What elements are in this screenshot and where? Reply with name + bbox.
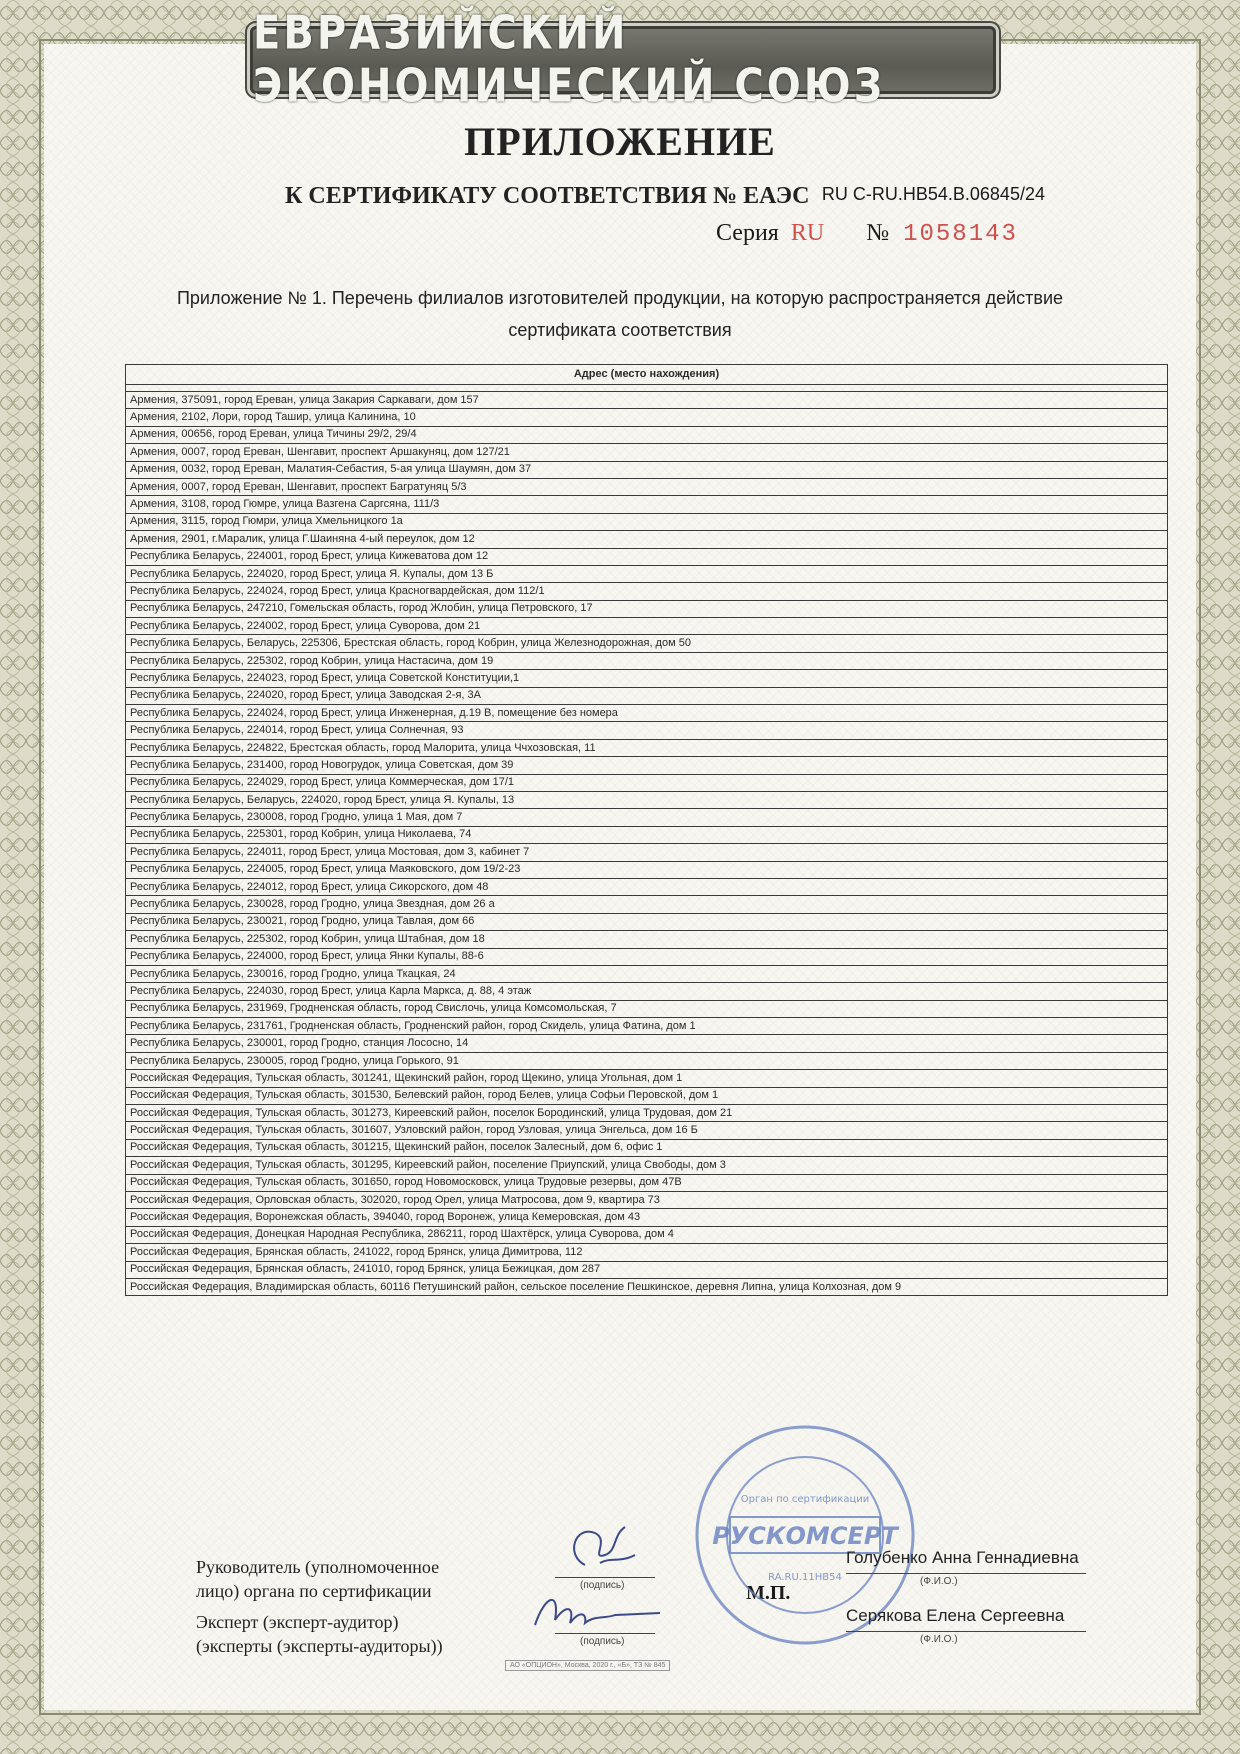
form-number-label: № (866, 220, 890, 246)
address-cell: Российская Федерация, Тульская область, 301650, город Новомосковск, улица Трудовые резервы, дом 47В (126, 1174, 1168, 1191)
address-cell: Республика Беларусь, 225301, город Кобрин, улица Николаева, 74 (126, 826, 1168, 843)
table-row (126, 670, 1168, 687)
expert-signature (525, 1585, 665, 1635)
table-row (126, 1018, 1168, 1035)
expert-signature-caption: (подпись) (580, 1636, 625, 1647)
table-row (126, 931, 1168, 948)
address-cell: Армения, 375091, город Ереван, улица Закария Саркаваги, дом 157 (126, 392, 1168, 409)
address-cell: Республика Беларусь, 224000, город Брест, улица Янки Купалы, 88-6 (126, 948, 1168, 965)
expert-name: Серякова Елена Сергеевна (846, 1606, 1065, 1625)
address-cell: Российская Федерация, Воронежская область, 394040, город Воронеж, улица Кемеровская, дом 43 (126, 1209, 1168, 1226)
table-row (126, 1139, 1168, 1156)
table-row (126, 409, 1168, 426)
table-row (126, 739, 1168, 756)
address-cell: Республика Беларусь, 224020, город Брест, улица Заводская 2-я, 3А (126, 687, 1168, 704)
table-row (126, 809, 1168, 826)
table-row (126, 826, 1168, 843)
form-number: 1058143 (903, 221, 1018, 248)
head-signatory-label (196, 1555, 439, 1603)
table-row (126, 392, 1168, 409)
address-cell: Республика Беларусь, 225302, город Кобрин, улица Настасича, дом 19 (126, 652, 1168, 669)
address-cell: Республика Беларусь, Беларусь, 224020, город Брест, улица Я. Купалы, 13 (126, 791, 1168, 808)
head-signature-line (555, 1577, 655, 1578)
head-label-line-1: Руководитель (уполномоченное (196, 1557, 440, 1577)
table-row (126, 565, 1168, 582)
address-cell: Республика Беларусь, 224023, город Брест, улица Советской Конституции,1 (126, 670, 1168, 687)
table-row (126, 1261, 1168, 1278)
seal-place-label: М.П. (746, 1582, 791, 1604)
address-cell: Республика Беларусь, 224822, Брестская область, город Малорита, улица Ччхозовская, 11 (126, 739, 1168, 756)
table-row (126, 1035, 1168, 1052)
address-cell: Республика Беларусь, 224030, город Брест, улица Карла Маркса, д. 88, 4 этаж (126, 983, 1168, 1000)
table-row (126, 878, 1168, 895)
head-label-line-2: лицо) органа по сертификации (196, 1581, 432, 1601)
certificate-caption: К СЕРТИФИКАТУ СООТВЕТСТВИЯ № ЕАЭС (285, 183, 810, 209)
table-gap-cell (126, 385, 1168, 392)
table-row (126, 1157, 1168, 1174)
table-row (126, 722, 1168, 739)
head-name: Голубенко Анна Геннадиевна (846, 1548, 1079, 1567)
appendix-subtitle: Приложение № 1. Перечень филиалов изготовителей продукции, на которую распространяется действие сертификата соответствия (176, 288, 1064, 340)
address-cell: Российская Федерация, Тульская область, 301607, Узловский район, город Узловая, улица Энгельса, дом 16 Б (126, 1122, 1168, 1139)
table-row (126, 983, 1168, 1000)
expert-signatory-label (196, 1610, 443, 1658)
address-cell: Республика Беларусь, 224024, город Брест, улица Красногвардейская, дом 112/1 (126, 583, 1168, 600)
series-value: RU (790, 220, 825, 246)
expert-label-line-1: Эксперт (эксперт-аудитор) (196, 1612, 399, 1632)
address-cell: Республика Беларусь, 224002, город Брест, улица Суворова, дом 21 (126, 618, 1168, 635)
table-row (126, 531, 1168, 548)
address-cell: Российская Федерация, Тульская область, 301273, Киреевский район, поселок Бородинский, улица Трудовая, дом 21 (126, 1105, 1168, 1122)
address-cell: Армения, 3108, город Гюмре, улица Вазгена Саргсяна, 111/3 (126, 496, 1168, 513)
table-row (126, 513, 1168, 530)
table-row (126, 1070, 1168, 1087)
address-cell: Российская Федерация, Донецкая Народная Республика, 286211, город Шахтёрск, улица Суворова, дом 4 (126, 1226, 1168, 1243)
address-cell: Республика Беларусь, 224014, город Брест, улица Солнечная, 93 (126, 722, 1168, 739)
table-row (126, 478, 1168, 495)
head-fio-caption: (Ф.И.О.) (920, 1576, 958, 1587)
address-cell: Армения, 0007, город Ереван, Шенгавит, проспект Багратуняц 5/3 (126, 478, 1168, 495)
expert-label-line-2: (эксперты (эксперты-аудиторы)) (196, 1636, 443, 1656)
table-row (126, 913, 1168, 930)
table-row (126, 705, 1168, 722)
address-cell: Российская Федерация, Тульская область, 301241, Щекинский район, город Щекино, улица Угольная, дом 1 (126, 1070, 1168, 1087)
table-row (126, 1087, 1168, 1104)
address-cell: Республика Беларусь, 224011, город Брест, улица Мостовая, дом 3, кабинет 7 (126, 844, 1168, 861)
table-row (126, 1278, 1168, 1295)
table-row (126, 757, 1168, 774)
banner-text: ЕВРАЗИЙСКИЙ ЭКОНОМИЧЕСКИЙ СОЮЗ (253, 7, 886, 113)
address-cell: Республика Беларусь, 224005, город Брест, улица Маяковского, дом 19/2-23 (126, 861, 1168, 878)
form-series-line (716, 220, 1018, 248)
document-title: ПРИЛОЖЕНИЕ (464, 119, 776, 164)
address-cell: Армения, 0007, город Ереван, Шенгавит, проспект Аршакуняц, дом 127/21 (126, 444, 1168, 461)
table-row (126, 774, 1168, 791)
table-row (126, 635, 1168, 652)
table-row (126, 791, 1168, 808)
table-row (126, 444, 1168, 461)
address-cell: Армения, 2102, Лори, город Ташир, улица Калинина, 10 (126, 409, 1168, 426)
table-row (126, 1122, 1168, 1139)
address-cell: Республика Беларусь, 225302, город Кобрин, улица Штабная, дом 18 (126, 931, 1168, 948)
address-cell: Армения, 0032, город Ереван, Малатия-Себастия, 5-ая улица Шаумян, дом 37 (126, 461, 1168, 478)
series-label: Серия (716, 220, 779, 246)
certificate-number: RU C-RU.НВ54.В.06845/24 (821, 184, 1045, 204)
branch-address-table (125, 364, 1168, 1296)
address-cell: Российская Федерация, Брянская область, 241010, город Брянск, улица Бежицкая, дом 287 (126, 1261, 1168, 1278)
address-column-header: Адрес (место нахождения) (126, 365, 1168, 385)
table-row (126, 896, 1168, 913)
table-header-gap (126, 385, 1168, 392)
address-cell: Республика Беларусь, 230008, город Гродно, улица 1 Мая, дом 7 (126, 809, 1168, 826)
head-signature (555, 1515, 645, 1579)
stamp-center-text: РУСКОМСЕРТ (712, 1522, 898, 1550)
address-cell: Республика Беларусь, 230028, город Гродно, улица Звездная, дом 26 а (126, 896, 1168, 913)
address-cell: Республика Беларусь, 224001, город Брест, улица Кижеватова дом 12 (126, 548, 1168, 565)
printer-imprint: АО «ОПЦИОН», Москва, 2020 г., «Б», ТЗ № 845 (505, 1660, 670, 1671)
address-cell: Республика Беларусь, 231761, Гродненская область, Гродненский район, город Скидель, улица Фатина, дом 1 (126, 1018, 1168, 1035)
expert-name-line (846, 1631, 1086, 1632)
table-row (126, 1052, 1168, 1069)
address-cell: Республика Беларусь, Беларусь, 225306, Брестская область, город Кобрин, улица Железнодорожная, дом 50 (126, 635, 1168, 652)
expert-fio-caption: (Ф.И.О.) (920, 1634, 958, 1645)
expert-signature-line (555, 1633, 655, 1634)
address-cell: Российская Федерация, Тульская область, 301530, Белевский район, город Белев, улица Софьи Перовской, дом 1 (126, 1087, 1168, 1104)
address-cell: Республика Беларусь, 231969, Гродненская область, город Свислочь, улица Комсомольская, 7 (126, 1000, 1168, 1017)
table-row (126, 965, 1168, 982)
address-cell: Армения, 00656, город Ереван, улица Тичины 29/2, 29/4 (126, 426, 1168, 443)
address-cell: Республика Беларусь, 230021, город Гродно, улица Тавлая, дом 66 (126, 913, 1168, 930)
address-cell: Республика Беларусь, 230001, город Гродно, станция Лососно, 14 (126, 1035, 1168, 1052)
table-row (126, 1244, 1168, 1261)
head-name-line (846, 1573, 1086, 1574)
certificate-reference (285, 183, 1045, 210)
address-cell: Республика Беларусь, 224012, город Брест, улица Сикорского, дом 48 (126, 878, 1168, 895)
table-row (126, 652, 1168, 669)
table-row (126, 687, 1168, 704)
address-cell: Армения, 2901, г.Маралик, улица Г.Шаиняна 4-ый переулок, дом 12 (126, 531, 1168, 548)
address-rows (126, 392, 1168, 1296)
table-row (126, 461, 1168, 478)
stamp-upper-text: Орган по сертификации (740, 1494, 870, 1505)
table-row (126, 948, 1168, 965)
address-cell: Армения, 3115, город Гюмри, улица Хмельницкого 1а (126, 513, 1168, 530)
address-cell: Республика Беларусь, 230005, город Гродно, улица Горького, 91 (126, 1052, 1168, 1069)
table-row (126, 1191, 1168, 1208)
address-cell: Российская Федерация, Владимирская область, 60116 Петушинский район, сельское поселение Пешкинское, деревня Липна, улица Колхозная, дом 9 (126, 1278, 1168, 1295)
head-signature-caption: (подпись) (580, 1580, 625, 1591)
table-row (126, 548, 1168, 565)
address-cell: Республика Беларусь, 224020, город Брест, улица Я. Купалы, дом 13 Б (126, 565, 1168, 582)
address-cell: Российская Федерация, Тульская область, 301215, Щекинский район, поселок Залесный, дом 6, офис 1 (126, 1139, 1168, 1156)
address-cell: Республика Беларусь, 247210, Гомельская область, город Жлобин, улица Петровского, 17 (126, 600, 1168, 617)
table-row (126, 496, 1168, 513)
address-cell: Российская Федерация, Орловская область, 302020, город Орел, улица Матросова, дом 9, квартира 73 (126, 1191, 1168, 1208)
table-row (126, 426, 1168, 443)
address-cell: Республика Беларусь, 224024, город Брест, улица Инженерная, д.19 В, помещение без номера (126, 705, 1168, 722)
table-row (126, 861, 1168, 878)
table-row (126, 600, 1168, 617)
table-header-row (126, 365, 1168, 385)
table-row (126, 1226, 1168, 1243)
stamp-code-text: RA.RU.11НВ54 (768, 1572, 842, 1583)
eaeu-banner (250, 7, 996, 113)
table-row (126, 1174, 1168, 1191)
address-cell: Республика Беларусь, 230016, город Гродно, улица Ткацкая, 24 (126, 965, 1168, 982)
address-cell: Республика Беларусь, 224029, город Брест, улица Коммерческая, дом 17/1 (126, 774, 1168, 791)
address-cell: Республика Беларусь, 231400, город Новогрудок, улица Советская, дом 39 (126, 757, 1168, 774)
table-row (126, 618, 1168, 635)
table-row (126, 1000, 1168, 1017)
address-cell: Российская Федерация, Брянская область, 241022, город Брянск, улица Димитрова, 112 (126, 1244, 1168, 1261)
table-row (126, 1209, 1168, 1226)
table-row (126, 583, 1168, 600)
table-row (126, 844, 1168, 861)
table-row (126, 1105, 1168, 1122)
address-cell: Российская Федерация, Тульская область, 301295, Киреевский район, поселение Приупский, улица Свободы, дом 3 (126, 1157, 1168, 1174)
